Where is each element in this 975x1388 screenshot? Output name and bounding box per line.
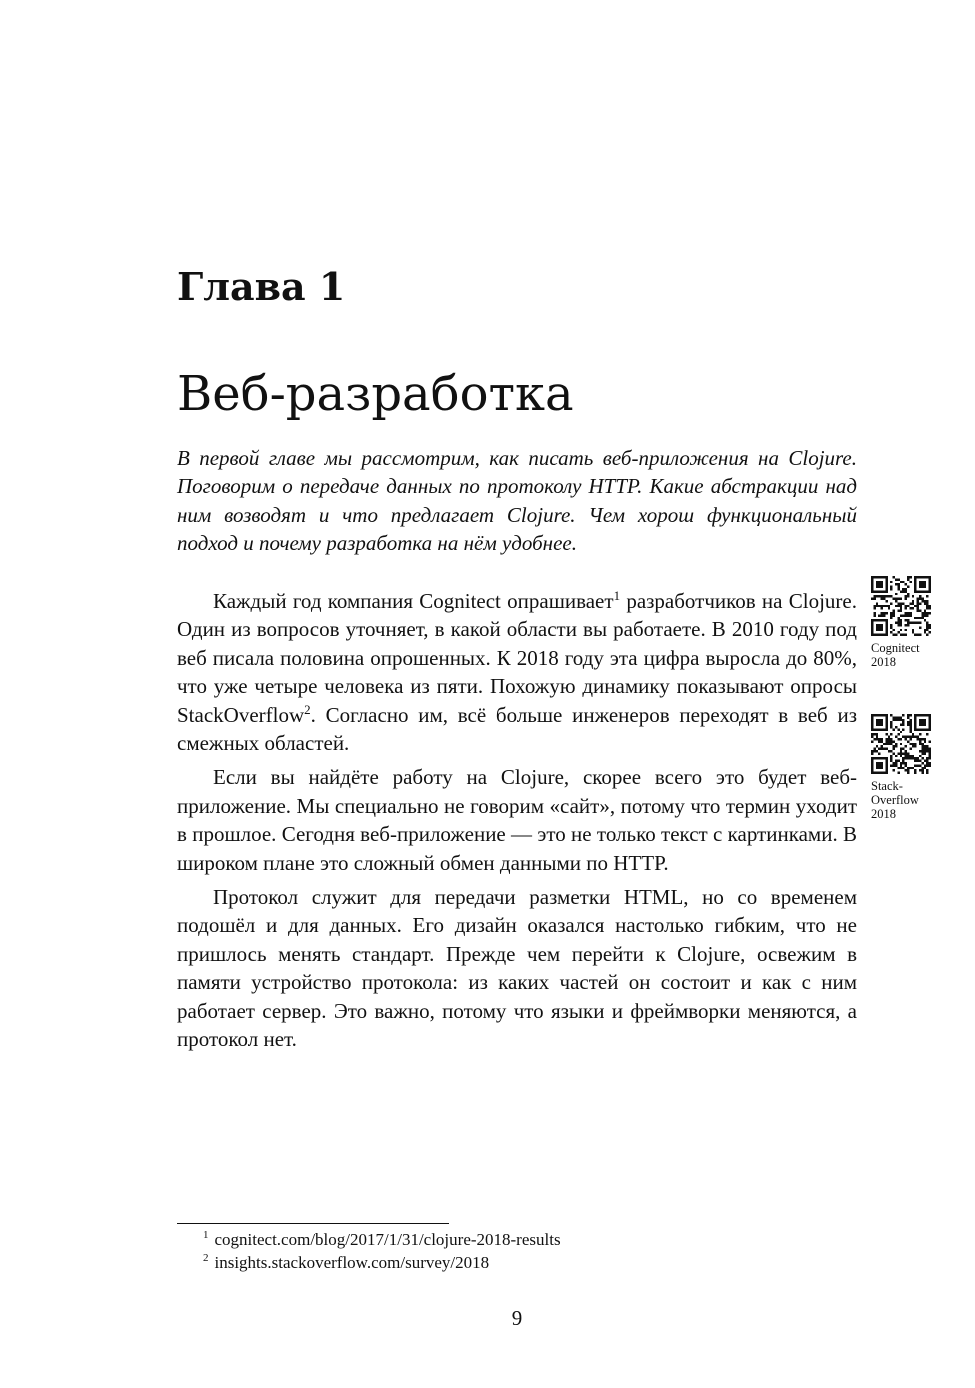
paragraph-1-text-a: Каждый год компания Cognitect опрашивает <box>213 589 614 613</box>
qr-code-icon <box>871 714 931 774</box>
footnote-1 <box>203 1228 561 1251</box>
footnote-number: 1 <box>203 1229 209 1242</box>
paragraph-1 <box>177 587 857 757</box>
chapter-title: Веб-разработка <box>177 366 574 422</box>
paragraph-3: Протокол служит для передачи разметки HTML, но со временем подошёл и для данных. Его дизайн оказался настолько гибким, что не пришлось менять стандарт. Прежде чем перейти к Clojure, освежим в памяти устройство протокола: из каких частей он состоит и как с ним работает сервер. Это важно, потому что языки и фреймворки меняются, а протокол нет. <box>177 885 857 1052</box>
paragraph-1-text-b: разработчиков на Clojure. Один из вопросов уточняет, в какой области вы работаете. В 2010 году под веб писала половина опрошенных. К 2018 году эта цифра выросла до 80%, что уже четыре человека из пяти. Похожую динамику показывают опросы StackOverflow <box>177 589 857 727</box>
paragraph-1-text-c: . Согласно им, всё больше инженеров переходят в веб из смежных областей. <box>177 702 857 756</box>
footnote-2 <box>203 1251 561 1274</box>
footnote-link[interactable]: cognitect.com/blog/2017/1/31/clojure-2018-results <box>214 1230 561 1249</box>
footnote-number: 2 <box>203 1252 209 1265</box>
qr-code-cognitect <box>871 576 931 669</box>
qr-code-stackoverflow <box>871 714 931 821</box>
qr-caption-line: Stack- <box>871 779 903 793</box>
qr-caption-stackoverflow <box>871 779 931 821</box>
qr-caption-line: 2018 <box>871 655 896 669</box>
footnote-separator <box>177 1223 449 1224</box>
qr-caption-line: 2018 <box>871 807 896 821</box>
chapter-body <box>177 587 857 1060</box>
footnote-ref-1[interactable]: 1 <box>613 588 621 603</box>
qr-caption-line: Cognitect <box>871 641 920 655</box>
footnote-ref-2[interactable]: 2 <box>304 701 311 717</box>
footnotes <box>203 1228 561 1274</box>
footnote-link[interactable]: insights.stackoverflow.com/survey/2018 <box>214 1253 490 1272</box>
qr-caption-cognitect <box>871 641 931 669</box>
paragraph-2: Если вы найдёте работу на Clojure, скорее всего это будет веб-приложение. Мы специально не говорим «сайт», потому что термин уходит в прошлое. Сегодня веб-приложение — это не только текст с картинками. В широком плане это сложный обмен данными по HTTP. <box>177 765 857 875</box>
chapter-abstract: В первой главе мы рассмотрим, как писать веб-приложения на Clojure. Поговорим о передаче данных по протоколу HTTP. Какие абстракции над ним возводят и что предлагает Clojure. Чем хорош функциональный подход и почему разработка на нём удобнее. <box>177 446 857 556</box>
qr-code-icon <box>871 576 931 636</box>
chapter-label: Глава 1 <box>177 264 346 309</box>
qr-caption-line: Overflow <box>871 793 919 807</box>
page-number: 9 <box>511 1306 523 1330</box>
